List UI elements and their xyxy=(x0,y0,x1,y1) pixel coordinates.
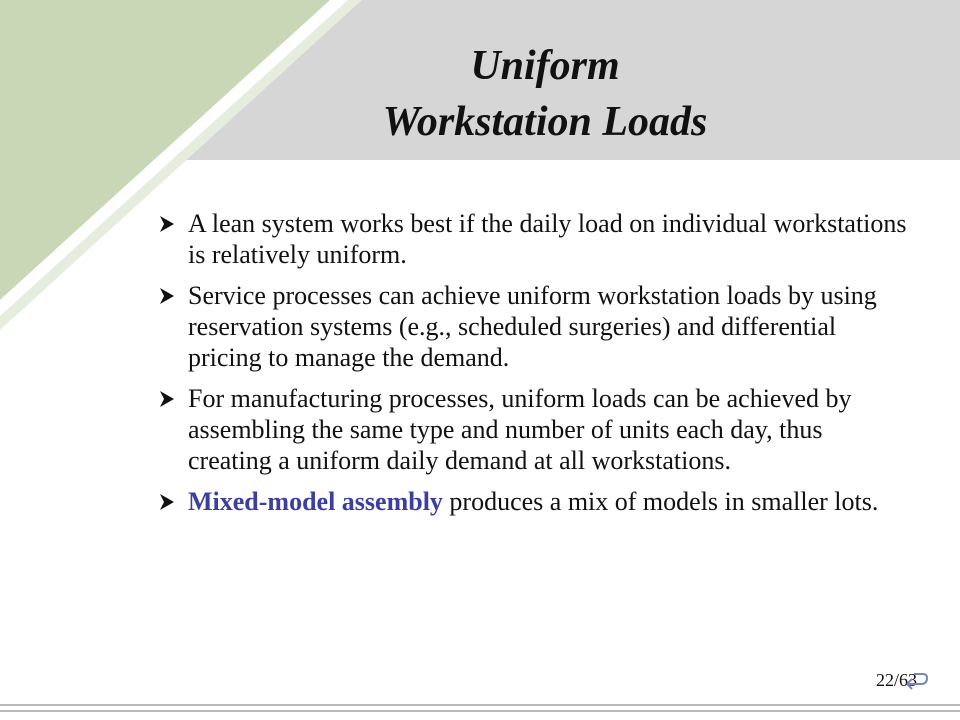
footer-divider xyxy=(0,710,960,712)
bullet-list xyxy=(158,208,908,528)
bullet-text: For manufacturing processes, uniform loads can be achieved by assembling the same type and number of units each day, thus creating a uniform daily demand at all workstations. xyxy=(188,384,852,475)
bullet-item xyxy=(158,486,908,518)
return-arrow-icon[interactable] xyxy=(904,672,930,697)
title-line-2: Workstation Loads xyxy=(382,99,708,145)
bullet-item xyxy=(158,208,908,270)
bullet-text-rest: produces a mix of models in smaller lots. xyxy=(442,487,879,516)
title-line-1: Uniform xyxy=(470,43,620,89)
bullet-text xyxy=(188,486,908,517)
bullet-highlight: Mixed-model assembly xyxy=(188,487,443,516)
arrowhead-bullet-icon xyxy=(158,383,188,415)
arrowhead-bullet-icon xyxy=(158,486,188,518)
footer-divider xyxy=(0,704,960,706)
bullet-item xyxy=(158,383,908,476)
bullet-item xyxy=(158,280,908,373)
bullet-text: Service processes can achieve uniform workstation loads by using reservation systems (e.g., scheduled surgeries) and differential pricing to manage the demand. xyxy=(188,281,877,372)
page-number: 22/63 xyxy=(876,670,918,690)
arrowhead-bullet-icon xyxy=(158,280,188,312)
arrowhead-bullet-icon xyxy=(158,208,188,240)
slide-title xyxy=(270,38,820,150)
bullet-text: A lean system works best if the daily load on individual workstations is relatively uniform. xyxy=(188,209,907,269)
